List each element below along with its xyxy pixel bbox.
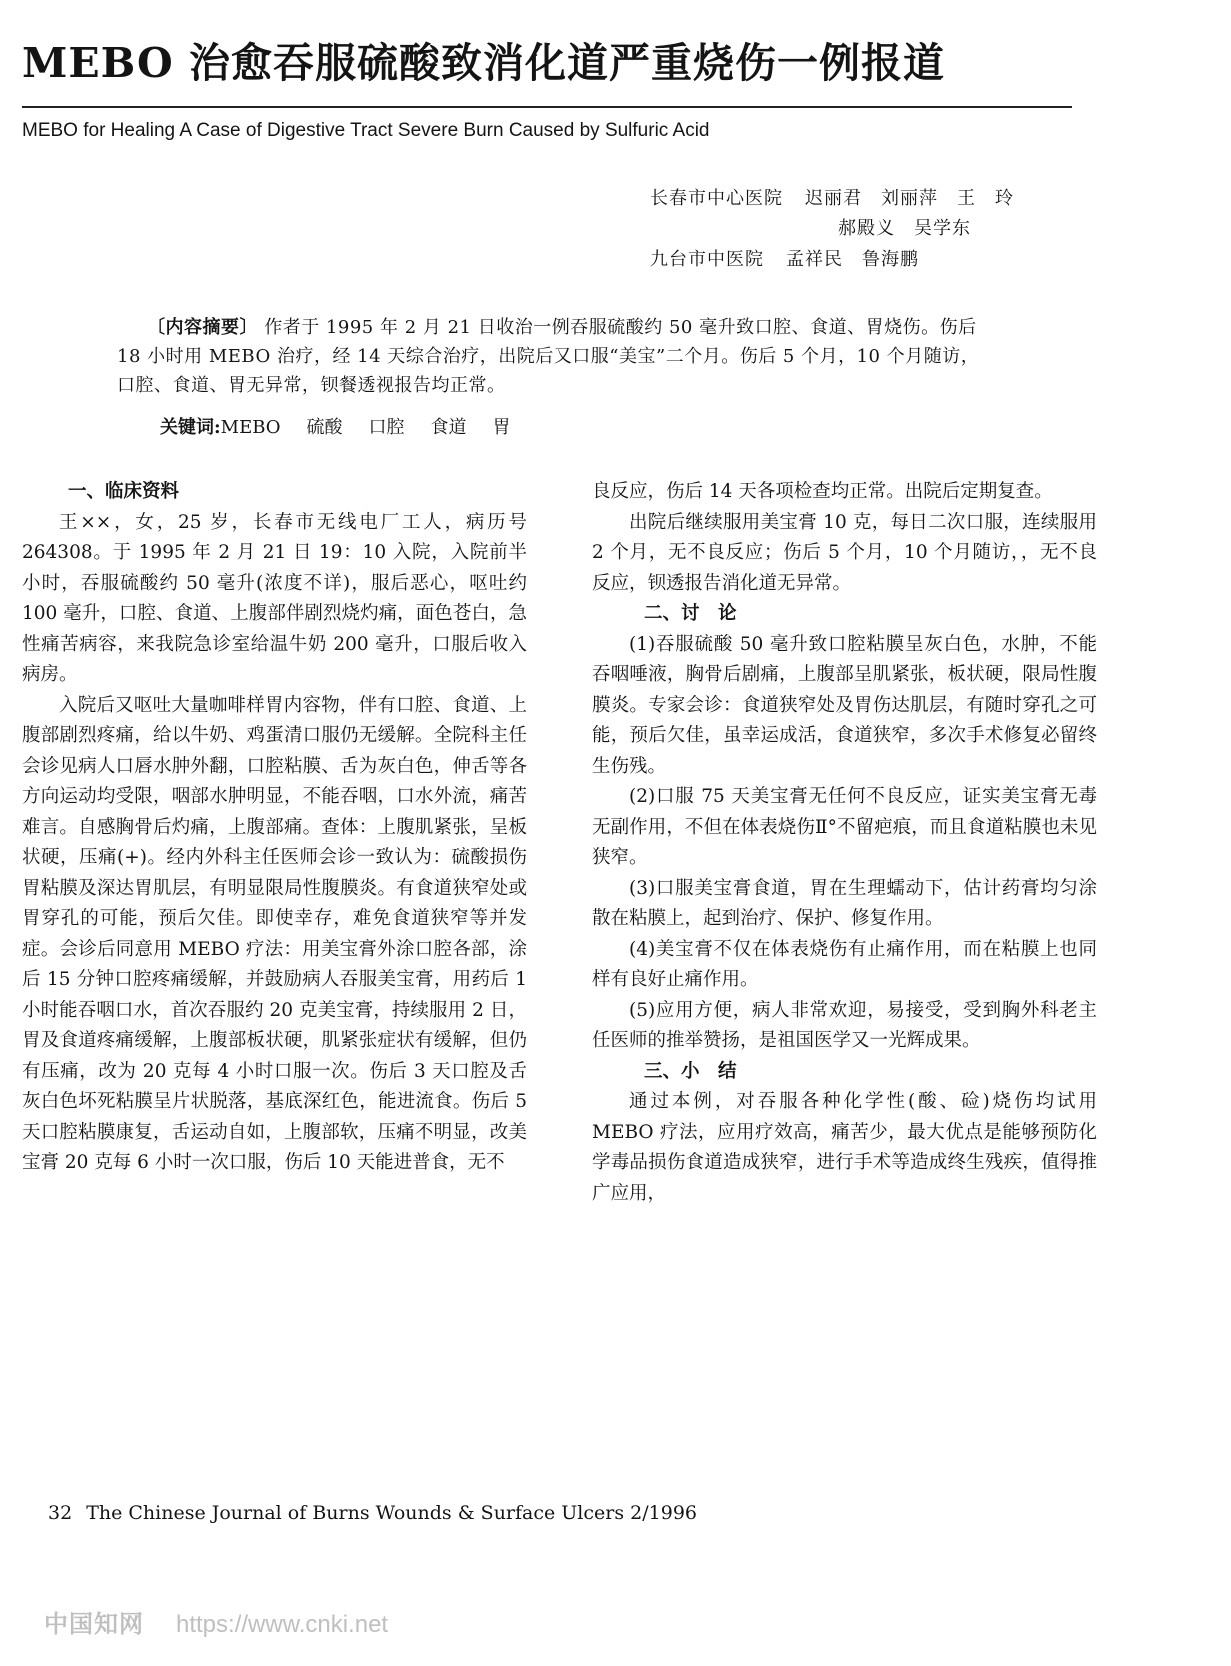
journal-citation: The Chinese Journal of Burns Wounds & Surface Ulcers 2/1996 bbox=[86, 1502, 697, 1524]
discussion-point: (4)美宝膏不仅在体表烧伤有止痛作用，而在粘膜上也同样有良好止痛作用。 bbox=[592, 938, 1097, 990]
discussion-point: (2)口服 75 天美宝膏无任何不良反应，证实美宝膏无毒无副作用，不但在体表烧伤Ⅱ°不留疤痕，而且食道粘膜也未见狭窄。 bbox=[592, 786, 1097, 868]
paper-title: MEBO 治愈吞服硫酸致消化道严重烧伤一例报道 bbox=[22, 39, 946, 87]
author-names-1a: 迟丽君 刘丽萍 王 玲 bbox=[805, 188, 1014, 209]
keywords-label: 关键词: bbox=[160, 417, 221, 438]
author-names-2: 孟祥民 鲁海鹏 bbox=[786, 249, 919, 270]
body-paragraph-continued: 良反应，伤后 14 天各项检查均正常。出院后定期复查。 bbox=[592, 481, 1053, 502]
discussion-point: (1)吞服硫酸 50 毫升致口腔粘膜呈灰白色，水肿，不能吞咽唾液，胸骨后剧痛，上腹部呈肌紧张，板状硬，限局性腹膜炎。专家会诊：食道狭窄处及胃伤达肌层，有随时穿孔之可能，预后欠佳，虽幸运成活，食道狭窄，多次手术修复必留终生伤残。 bbox=[592, 633, 1097, 777]
keyword: 硫酸 bbox=[306, 417, 343, 438]
keyword: 胃 bbox=[492, 417, 511, 438]
section-heading-summary: 三、小 结 bbox=[644, 1060, 737, 1082]
discussion-point: (3)口服美宝膏食道，胃在生理蠕动下，估计药膏均匀涂散在粘膜上，起到治疗、保护、修复作用。 bbox=[592, 877, 1097, 929]
section-heading-discussion: 二、讨 论 bbox=[644, 603, 737, 624]
title-divider bbox=[22, 106, 1072, 108]
watermark-url: https://www.cnki.net bbox=[176, 1611, 389, 1638]
keyword: MEBO bbox=[220, 417, 281, 438]
keyword: 食道 bbox=[430, 417, 467, 438]
page-number: 32 bbox=[48, 1502, 73, 1524]
discussion-point: (5)应用方便，病人非常欢迎，易接受，受到胸外科老主任医师的推举赞扬，是祖国医学又一光辉成果。 bbox=[592, 999, 1097, 1051]
right-column bbox=[592, 477, 1097, 1209]
keywords bbox=[160, 413, 537, 439]
left-column bbox=[22, 477, 527, 1179]
author-line-2 bbox=[650, 245, 919, 271]
watermark-brand: 中国知网 bbox=[44, 1611, 144, 1638]
keyword: 口腔 bbox=[368, 417, 405, 438]
author-names-1b: 郝殿义 吴学东 bbox=[838, 218, 971, 239]
english-title: MEBO for Healing A Case of Digestive Tract Severe Burn Caused by Sulfuric Acid bbox=[22, 120, 710, 141]
affiliation-2: 九台市中医院 bbox=[650, 249, 764, 270]
section-heading-clinical: 一、临床资料 bbox=[68, 481, 180, 502]
body-paragraph: 入院后又呕吐大量咖啡样胃内容物，伴有口腔、食道、上腹部剧烈疼痛，给以牛奶、鸡蛋清口服仍无缓解。全院科主任会诊见病人口唇水肿外翻，口腔粘膜、舌为灰白色，伸舌等各方向运动均受限，咽部水肿明显，不能吞咽，口水外流，痛苦难言。自感胸骨后灼痛，上腹部痛。查体：上腹肌紧张，呈板状硬，压痛(+)。经内外科主任医师会诊一致认为：硫酸损伤胃粘膜及深达胃肌层，有明显限局性腹膜炎。有食道狭窄处或胃穿孔的可能，预后欠佳。即使幸存，难免食道狭窄等并发症。会诊后同意用 MEBO 疗法：用美宝膏外涂口腔各部，涂后 15 分钟口腔疼痛缓解，并鼓励病人吞服美宝膏，用药后 1 小时能吞咽口水，首次吞服约 20 克美宝膏，持续服用 2 日，胃及食道疼痛缓解，上腹部板状硬，肌紧张症状有缓解，但仍有压痛，改为 20 克每 4 小时口服一次。伤后 3 天口腔及舌灰白色坏死粘膜呈片状脱落，基底深红色，能进流食。伤后 5 天口腔粘膜康复，舌运动自如，上腹部软，压痛不明显，改美宝膏 20 克每 6 小时一次口服，伤后 10 天能进普食，无不 bbox=[22, 694, 527, 1173]
author-line-1 bbox=[650, 184, 1014, 210]
body-paragraph: 通过本例，对吞服各种化学性(酸、硷)烧伤均试用 MEBO 疗法，应用疗效高，痛苦少，最大优点是能够预防化学毒品损伤食道造成狭窄，进行手术等造成终生残疾，值得推广应用， bbox=[592, 1091, 1097, 1204]
watermark bbox=[44, 1604, 388, 1639]
abstract-label: 〔内容摘要〕 bbox=[147, 317, 258, 338]
abstract-text: 作者于 1995 年 2 月 21 日收治一例吞服硫酸约 50 毫升致口腔、食道、胃烧伤。伤后 18 小时用 MEBO 治疗，经 14 天综合治疗，出院后又口服“美宝”二个月。伤后 5 个月，10 个月随访，口腔、食道、胃无异常，钡餐透视报告均正常。 bbox=[117, 317, 980, 396]
page-footer bbox=[48, 1502, 697, 1524]
body-paragraph: 出院后继续服用美宝膏 10 克，每日二次口服，连续服用 2 个月，无不良反应；伤后 5 个月，10 个月随访，，无不良反应，钡透报告消化道无异常。 bbox=[592, 511, 1097, 594]
affiliation-1: 长春市中心医院 bbox=[650, 188, 783, 209]
body-paragraph: 王××，女，25 岁，长春市无线电厂工人，病历号 264308。于 1995 年 2 月 21 日 19：10 入院，入院前半小时，吞服硫酸约 50 毫升(浓度不详)，服后恶心，呕吐约 100 毫升，口腔、食道、上腹部伴剧烈烧灼痛，面色苍白，急性痛苦病容，来我院急诊室给温牛奶 200 毫升，口服后收入病房。 bbox=[22, 511, 527, 685]
abstract bbox=[117, 313, 997, 400]
